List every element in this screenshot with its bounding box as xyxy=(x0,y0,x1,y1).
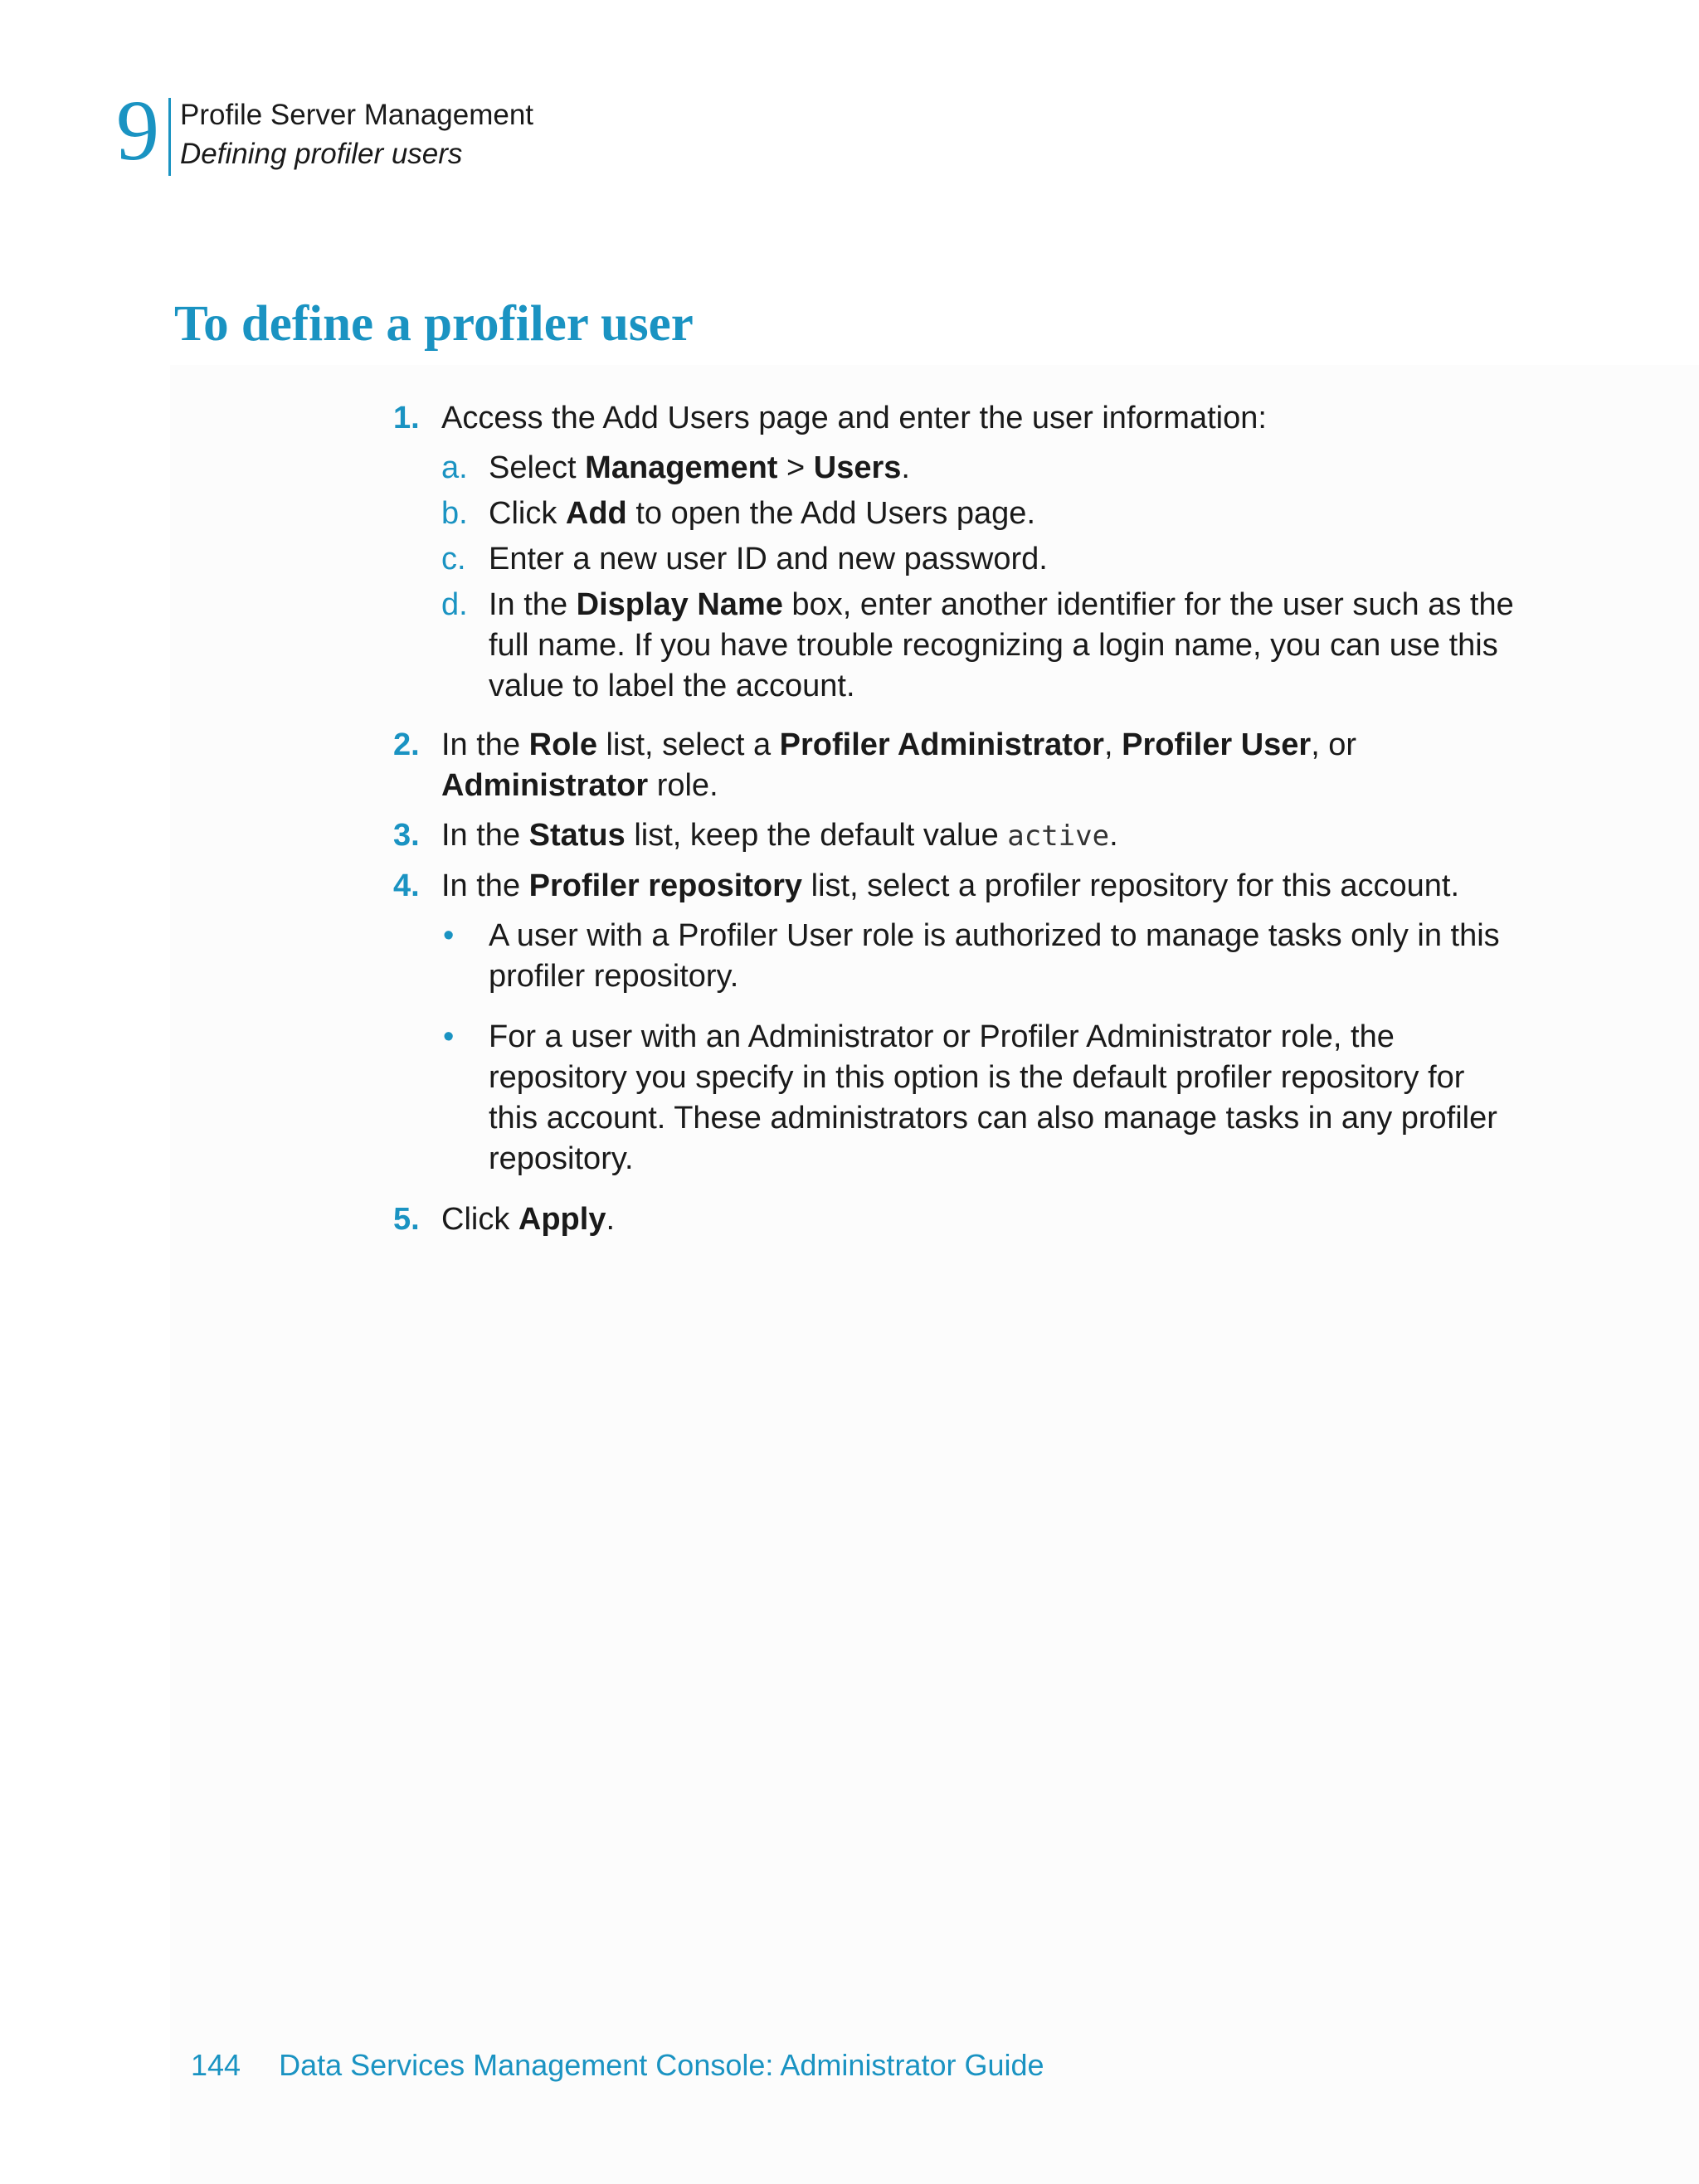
substep-letter: d. xyxy=(441,587,468,622)
bullet-text: For a user with an Administrator or Profiler Administrator role, the repository you specify in this option is the default profiler repository for this account. These administrators can also manage tasks in any profiler repository. xyxy=(489,1019,1497,1176)
substep-text: box, enter another identifier for the user such as the full name. If you have trouble recognizing a login name, you can use this value to label the account. xyxy=(489,587,1514,703)
substep-text: Click xyxy=(489,496,566,531)
substep-letter: a. xyxy=(441,450,468,485)
ui-term-display-name: Display Name xyxy=(576,587,783,622)
step-text: In the xyxy=(441,868,529,903)
substep-letter: c. xyxy=(441,542,466,576)
substep-text: Select xyxy=(489,450,586,485)
step-text: list, select a xyxy=(597,727,780,762)
section-name: Profile Server Management xyxy=(180,99,534,131)
step-4 xyxy=(392,866,1520,1180)
ui-term-management: Management xyxy=(585,450,778,485)
step-3 xyxy=(392,815,1520,857)
ui-term-status: Status xyxy=(528,818,626,853)
step-text: Access the Add Users page and enter the user information: xyxy=(441,401,1267,435)
step-number: 2. xyxy=(393,727,420,762)
ui-term-administrator: Administrator xyxy=(441,768,649,803)
bullet-list xyxy=(441,916,1520,1180)
page-footer xyxy=(191,2047,1044,2084)
ui-term-role: Role xyxy=(528,727,597,762)
step-text: . xyxy=(606,1202,616,1237)
ui-term-profiler-repository: Profiler repository xyxy=(528,868,803,903)
substep-a xyxy=(441,448,1520,489)
ui-term-add: Add xyxy=(565,496,627,531)
substep-c xyxy=(441,539,1520,580)
step-number: 5. xyxy=(393,1202,420,1237)
step-text: list, select a profiler repository for this account. xyxy=(802,868,1460,903)
step-1 xyxy=(392,398,1520,707)
step-text: , or xyxy=(1311,727,1357,762)
step-text: In the xyxy=(441,727,529,762)
page-title: To define a profiler user xyxy=(174,296,694,352)
bullet-item xyxy=(441,1017,1520,1180)
ui-term-profiler-administrator: Profiler Administrator xyxy=(779,727,1104,762)
bullet-item xyxy=(441,916,1520,997)
bullet-icon: • xyxy=(443,1019,455,1054)
chapter-number: 9 xyxy=(116,83,159,178)
step-text: role. xyxy=(648,768,718,803)
procedure-steps xyxy=(392,398,1520,1249)
code-value-active: active xyxy=(1007,820,1110,853)
substep-text: > xyxy=(777,450,814,485)
step-text: Click xyxy=(441,1202,518,1237)
ui-term-users: Users xyxy=(813,450,902,485)
step-number: 3. xyxy=(393,818,420,853)
substep-d xyxy=(441,585,1520,707)
header-divider xyxy=(168,98,171,176)
step-text: list, keep the default value xyxy=(625,818,1008,853)
step-number: 4. xyxy=(393,868,420,903)
step-number: 1. xyxy=(393,401,420,435)
ui-term-apply: Apply xyxy=(518,1202,606,1237)
bullet-icon: • xyxy=(443,918,455,953)
substep-b xyxy=(441,494,1520,534)
substep-text: . xyxy=(901,450,910,485)
subsection-name: Defining profiler users xyxy=(180,138,463,170)
substep-text: Enter a new user ID and new password. xyxy=(489,542,1048,576)
step-text: In the xyxy=(441,818,529,853)
step-text: . xyxy=(1109,818,1118,853)
page-number: 144 xyxy=(191,2048,241,2082)
substep-text: In the xyxy=(489,587,577,622)
step-text: , xyxy=(1103,727,1122,762)
substep-list xyxy=(441,448,1520,707)
book-title: Data Services Management Console: Administrator Guide xyxy=(279,2048,1044,2082)
substep-letter: b. xyxy=(441,496,468,531)
ui-term-profiler-user: Profiler User xyxy=(1122,727,1312,762)
step-5 xyxy=(392,1199,1520,1240)
substep-text: to open the Add Users page. xyxy=(626,496,1036,531)
step-2 xyxy=(392,725,1520,806)
bullet-text: A user with a Profiler User role is authorized to manage tasks only in this profiler repository. xyxy=(489,918,1500,994)
